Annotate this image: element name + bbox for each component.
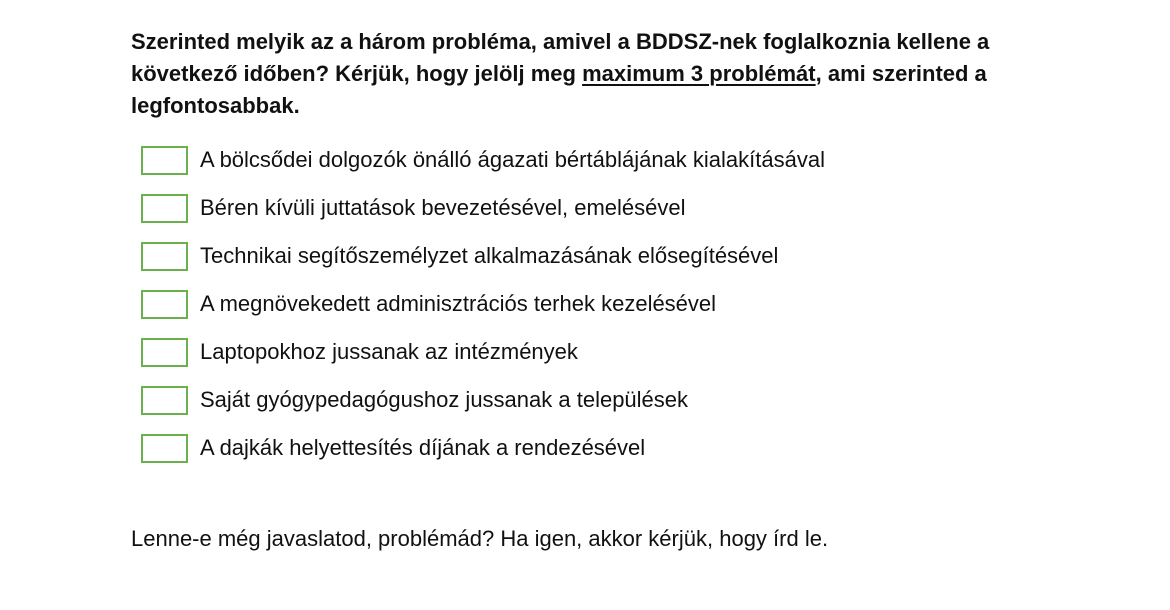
question-text-part2: , ami szerinted a legfontosabbak.	[131, 61, 987, 118]
option-label: Saját gyógypedagógushoz jussanak a települések	[200, 387, 689, 412]
option-label: Béren kívüli juttatások bevezetésével, emelésével	[200, 195, 686, 220]
option-checkbox[interactable]	[141, 194, 188, 223]
option-checkbox[interactable]	[141, 242, 188, 271]
option-label: A dajkák helyettesítés díjának a rendezésével	[200, 435, 646, 460]
question-text-part1: Szerinted melyik az a három probléma, amivel a BDDSZ-nek foglalkoznia kellene a következő időben? Kérjük, hogy jelölj meg	[131, 29, 990, 86]
option-item[interactable]	[141, 328, 825, 376]
question-text	[131, 26, 1061, 122]
option-checkbox[interactable]	[141, 434, 188, 463]
option-label: Laptopokhoz jussanak az intézmények	[200, 339, 578, 364]
option-item[interactable]	[141, 424, 825, 472]
option-checkbox[interactable]	[141, 146, 188, 175]
question-emphasis: maximum 3 problémát	[582, 61, 816, 86]
option-label: A bölcsődei dolgozók önálló ágazati bértáblájának kialakításával	[200, 147, 825, 172]
options-list	[141, 136, 825, 472]
option-item[interactable]	[141, 232, 825, 280]
option-item[interactable]	[141, 184, 825, 232]
option-label: Technikai segítőszemélyzet alkalmazásának elősegítésével	[200, 243, 779, 268]
option-label: A megnövekedett adminisztrációs terhek kezelésével	[200, 291, 717, 316]
option-item[interactable]	[141, 280, 825, 328]
option-checkbox[interactable]	[141, 290, 188, 319]
option-checkbox[interactable]	[141, 386, 188, 415]
option-item[interactable]	[141, 376, 825, 424]
followup-question: Lenne-e még javaslatod, problémád? Ha igen, akkor kérjük, hogy írd le.	[131, 526, 829, 551]
option-checkbox[interactable]	[141, 338, 188, 367]
option-item[interactable]	[141, 136, 825, 184]
